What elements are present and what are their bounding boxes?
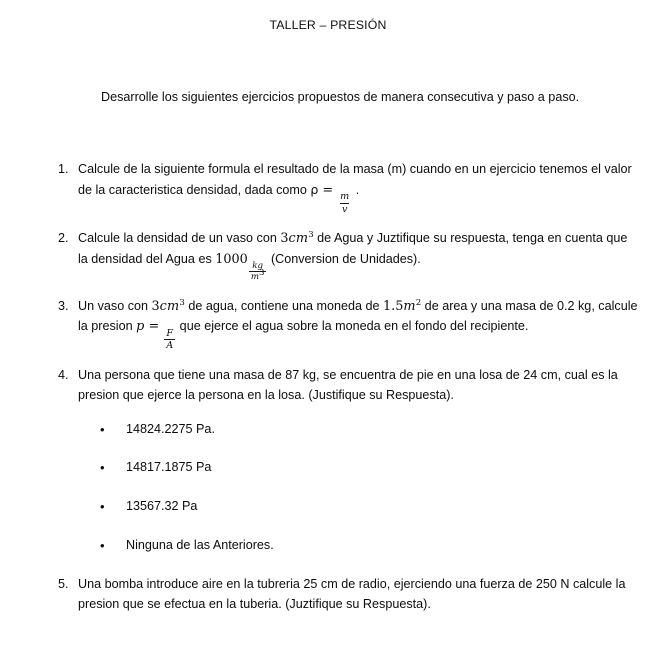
exercise-number-1: 1. — [58, 162, 69, 176]
answer-option-1[interactable] — [78, 420, 638, 439]
quantity-unit: m — [403, 299, 416, 315]
exercise-list — [0, 160, 656, 630]
quantity-exponent: 3 — [308, 230, 314, 241]
fraction-denominator: A — [166, 340, 174, 352]
intro-paragraph: Desarrolle los siguientes ejercicios propuestos de manera consecutiva y paso a paso. — [101, 90, 580, 104]
bullet-icon: • — [100, 538, 105, 554]
formula-equals-sign: = — [322, 182, 334, 198]
fraction-kg-over-m3 — [249, 262, 267, 282]
bullet-icon: • — [100, 460, 105, 476]
quantity-value: 1.5 — [383, 299, 404, 315]
exercise-2-text-before: Calcule la densidad de un vaso con — [78, 231, 281, 246]
exercise-3-text-after: que ejerce el agua sobre la moneda en el fondo del recipiente. — [176, 319, 529, 334]
density-number: 1000 — [215, 251, 248, 267]
fraction-F-over-A — [164, 329, 175, 351]
exercise-3-text-mid-2: de area y una masa de 0.2 kg, calcule la presion — [78, 299, 638, 334]
formula-lhs-rho: ρ — [310, 181, 319, 197]
answer-option-2[interactable] — [78, 458, 638, 477]
quantity-exponent: 3 — [179, 297, 185, 308]
answer-option-label: 13567.32 Pa — [126, 499, 198, 514]
fraction-numerator: F — [166, 327, 174, 339]
quantity-unit: cm — [159, 299, 180, 315]
fraction-m-over-v — [338, 192, 351, 214]
quantity-exponent: 2 — [415, 297, 422, 308]
exercise-text-3 — [78, 297, 638, 351]
fraction-denominator: v — [342, 203, 348, 215]
exercise-text-1 — [78, 160, 638, 214]
quantity-3cm3 — [152, 299, 185, 313]
exercise-2-text-after: (Conversion de Unidades). — [267, 251, 421, 266]
density-water-value — [215, 251, 267, 283]
fraction-numerator: kg — [252, 260, 263, 271]
answer-option-4[interactable] — [78, 536, 638, 555]
quantity-1p5m2 — [383, 299, 421, 313]
exercise-item-3 — [0, 297, 656, 351]
quantity-3cm3 — [280, 231, 313, 245]
exercise-number-5: 5. — [58, 577, 69, 592]
exercise-item-5 — [0, 575, 656, 615]
exercise-number-4: 4. — [58, 367, 69, 382]
exercise-item-2 — [0, 229, 656, 282]
exercise-3-text-mid-1: de agua, contiene una moneda de — [184, 299, 384, 314]
answer-option-label: 14824.2275 Pa. — [126, 421, 215, 436]
exercise-3-text-before: Un vaso con — [78, 299, 152, 314]
fraction-denominator-exponent: 3 — [258, 268, 265, 279]
exercise-1-text-before: Calcule de la siguiente formula el resultado de la masa (m) cuando en un ejercicio tenemos el valor de la caracteristica densidad, dada como — [78, 162, 632, 197]
fraction-numerator: m — [340, 191, 350, 203]
exercise-1-text-after: . — [352, 182, 360, 197]
quantity-value: 3 — [280, 231, 289, 247]
exercise-item-1 — [0, 160, 656, 214]
exercise-number-3: 3. — [58, 299, 69, 314]
formula-pressure — [136, 319, 176, 352]
answer-options-list — [78, 420, 638, 556]
bullet-icon: • — [100, 499, 105, 515]
exercise-text-4: Una persona que tiene una masa de 87 kg, se encuentra de pie en una losa de 24 cm, cual es la presion que ejerce la persona en la losa. (Justifique su Respuesta). — [78, 367, 618, 402]
fraction-denominator-base: m — [250, 272, 259, 283]
answer-option-label: 14817.1875 Pa — [126, 460, 212, 475]
formula-density — [310, 181, 352, 215]
fraction-denominator — [249, 268, 267, 283]
formula-equals-sign: = — [148, 319, 160, 335]
exercise-2-text-mid: de Agua y Juztifique su respuesta, tenga en cuenta que la densidad del Agua es — [78, 231, 628, 266]
bullet-icon: • — [100, 421, 105, 437]
quantity-value: 3 — [151, 299, 160, 315]
page-title: TALLER – PRESIÓN — [269, 18, 387, 32]
quantity-unit: cm — [288, 231, 309, 247]
answer-option-3[interactable] — [78, 497, 638, 516]
exercise-item-4 — [0, 366, 656, 555]
exercise-text-2 — [78, 229, 638, 282]
formula-lhs-p: p — [136, 319, 145, 335]
exercise-number-2: 2. — [58, 231, 69, 246]
exercise-text-5: Una bomba introduce aire en la tubreria 25 cm de radio, ejerciendo una fuerza de 250 N calcule la presion que se efectua en la tuberia. (Juztifique su Respuesta). — [78, 577, 626, 611]
answer-option-label: Ninguna de las Anteriores. — [126, 538, 274, 553]
